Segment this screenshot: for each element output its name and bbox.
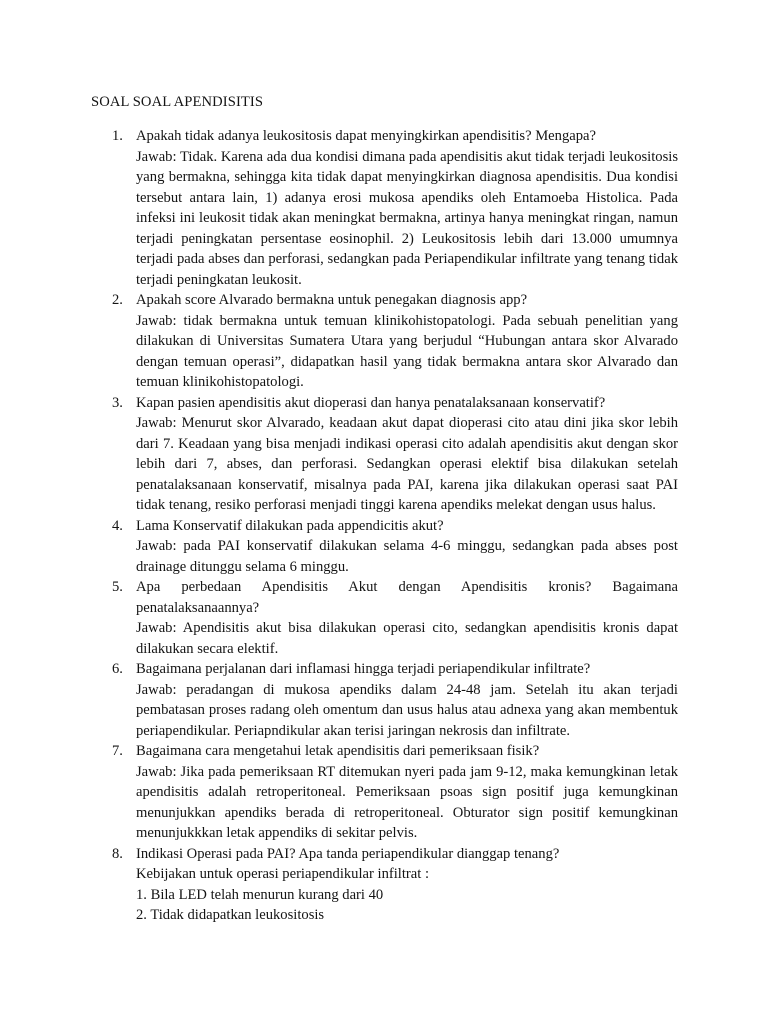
- question-list: [112, 126, 678, 926]
- criteria-line: 1. Bila LED telah menurun kurang dari 40: [136, 886, 384, 903]
- answer-text: Jawab: tidak bermakna untuk temuan klinikohistopatologi. Pada sebuah penelitian yang dilakukan di Universitas Sumatera Utara yang berjudul “Hubungan antara skor Alvarado dengan temuan operasi”, didapatkan hasil yang tidak bermakna antara skor Alvarado dan temuan klinikohistopatologi.: [136, 312, 678, 390]
- answer-text: Jawab: peradangan di mukosa apendiks dalam 24-48 jam. Setelah itu akan terjadi pembatasan proses radang oleh omentum dan usus halus atau adnexa yang akan membentuk periapendikular. Periapndikular akan terisi jaringan nekrosis dan infiltrate.: [136, 681, 678, 739]
- question-text: Bagaimana cara mengetahui letak apendisitis dari pemeriksaan fisik?: [136, 743, 540, 759]
- qa-item-7: [112, 741, 678, 844]
- question-text: Apa perbedaan Apendisitis Akut dengan Apendisitis kronis? Bagaimana penatalaksanaannya?: [136, 579, 678, 616]
- item-number: 5.: [112, 579, 123, 595]
- document-title: SOAL SOAL APENDISITIS: [91, 94, 264, 110]
- question-text: Indikasi Operasi pada PAI? Apa tanda periapendikular dianggap tenang?: [136, 845, 560, 862]
- answer-text: Jawab: Jika pada pemeriksaan RT ditemukan nyeri pada jam 9-12, maka kemungkinan letak apendisitis adalah retroperitoneal. Pemeriksaan psoas sign positif juga kemungkinan menunjukkan apendiks berada di retroperitoneal. Obturator sign positif kemungkinan menunjukkkan letak appendiks di sekitar pelvis.: [136, 763, 678, 841]
- qa-item-8: [112, 844, 678, 926]
- question-text: Kapan pasien apendisitis akut dioperasi dan hanya penatalaksanaan konservatif?: [136, 394, 606, 411]
- qa-item-5: [112, 577, 678, 659]
- item-number: 2.: [112, 292, 123, 308]
- answer-text: Jawab: Apendisitis akut bisa dilakukan operasi cito, sedangkan apendisitis kronis dapat dilakukan secara elektif.: [136, 620, 678, 657]
- qa-item-6: [112, 659, 678, 741]
- item-number: 4.: [112, 517, 123, 534]
- qa-item-1: [112, 126, 678, 290]
- question-text: Lama Konservatif dilakukan pada appendicitis akut?: [136, 517, 444, 534]
- item-number: 8.: [112, 845, 123, 862]
- item-number: 6.: [112, 661, 123, 677]
- answer-text: Jawab: Tidak. Karena ada dua kondisi dimana pada apendisitis akut tidak terjadi leukositosis yang bermakna, sehingga kita tidak dapat menyingkirkan diagnosa apendisitis. Dua kondisi tersebut antara lain, 1) adanya erosi mukosa apendiks oleh Entamoeba Histolica. Pada infeksi ini leukosit tidak akan meningkat bermakna, artinya hanya meningkat ringan, namun terjadi peningkatan persentase eosinophil. 2) Leukositosis lebih dari 13.000 umumnya terjadi pada abses dan perforasi, sedangkan pada Periapendikular infiltrate yang tenang tidak terjadi peningkatan leukosit.: [136, 148, 678, 288]
- item-number: 1.: [112, 128, 123, 144]
- question-text: Apakah tidak adanya leukositosis dapat menyingkirkan apendisitis? Mengapa?: [136, 128, 596, 144]
- item-number: 7.: [112, 743, 123, 759]
- answer-text: Kebijakan untuk operasi periapendikular infiltrat :: [136, 866, 429, 882]
- question-text: Apakah score Alvarado bermakna untuk penegakan diagnosis app?: [136, 292, 528, 308]
- question-text: Bagaimana perjalanan dari inflamasi hingga terjadi periapendikular infiltrate?: [136, 661, 591, 677]
- qa-item-4: [112, 516, 678, 578]
- qa-item-3: [112, 393, 678, 516]
- qa-item-2: [112, 290, 678, 393]
- answer-text: Jawab: pada PAI konservatif dilakukan selama 4-6 minggu, sedangkan pada abses post drainage ditunggu selama 6 minggu.: [136, 538, 678, 575]
- criteria-line: 2. Tidak didapatkan leukositosis: [136, 907, 325, 923]
- answer-text: Jawab: Menurut skor Alvarado, keadaan akut dapat dioperasi cito atau dini jika skor lebih dari 7. Keadaan yang bisa menjadi indikasi operasi cito adalah apendisitis akut dengan skor lebih dari 7, abses, dan perforasi. Sedangkan operasi elektif bisa dilakukan setelah penatalaksanaan konservatif, misalnya pada PAI, karena jika dilakukan operasi saat PAI tidak tenang, resiko perforasi menjadi tinggi karena apendiks melekat dengan usus halus.: [136, 415, 678, 513]
- item-number: 3.: [112, 394, 123, 411]
